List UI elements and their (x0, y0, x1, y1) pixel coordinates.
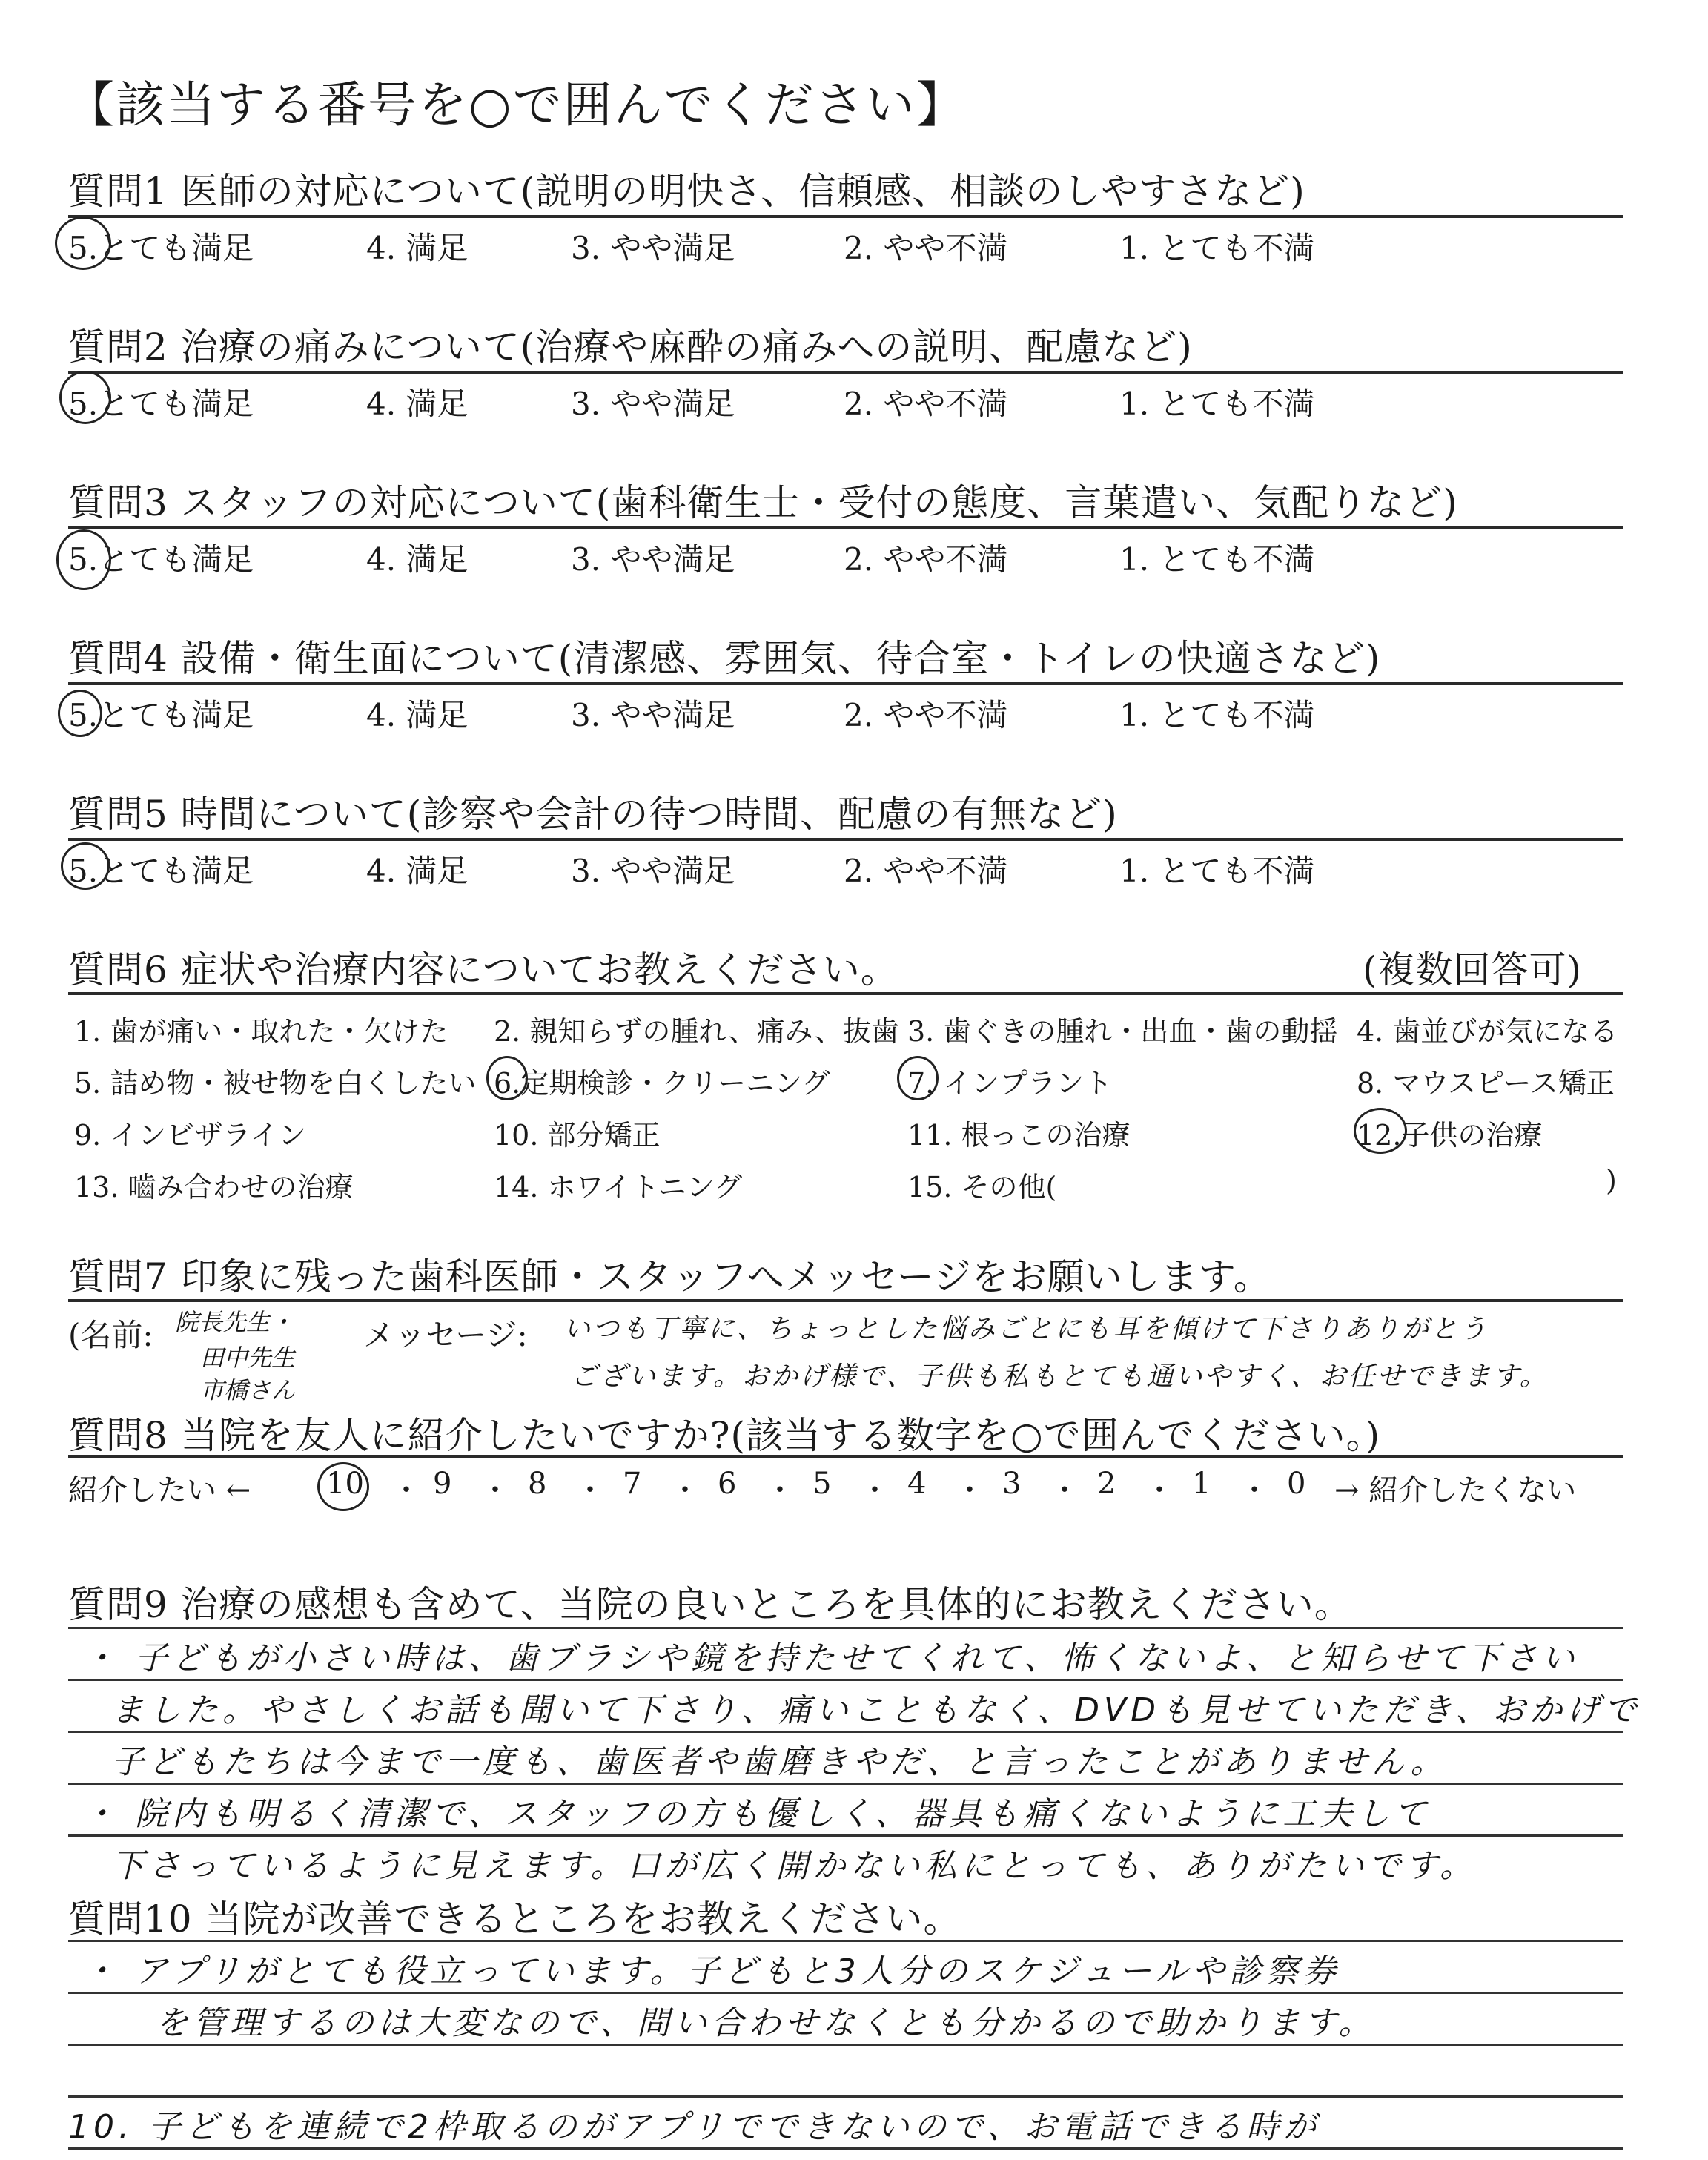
q8-scale-sep: ・ (765, 1473, 795, 1507)
q2-option-3[interactable]: 3. やや満足 (571, 386, 735, 422)
q1-option-2[interactable]: 2. やや不満 (844, 230, 1008, 266)
q2-rule (68, 371, 1623, 374)
q9-rule-2 (68, 1679, 1623, 1681)
q8-scale-sep: ・ (1239, 1473, 1269, 1507)
q2-option-4[interactable]: 4. 満足 (366, 386, 469, 422)
q3-option-1[interactable]: 1. とても不満 (1119, 541, 1315, 578)
q8-scale-5[interactable]: 5 (812, 1467, 832, 1501)
q7-name-3: 市橋さん (200, 1376, 296, 1404)
q10-line-3: 10. 子どもを連続で2枠取るのがアプリでできないので、お電話できる時が (68, 2108, 1321, 2146)
q8-scale-1[interactable]: 1 (1192, 1467, 1211, 1501)
q1-option-4[interactable]: 4. 満足 (366, 230, 469, 266)
q1-option-5[interactable]: 5.とても満足 (68, 230, 254, 266)
q8-title: 質問8 当院を友人に紹介したいですか?(該当する数字を○で囲んでください。) (68, 1414, 1381, 1457)
q6-note: (複数回答可) (1363, 948, 1583, 991)
q5-title: 質問5 時間について(診察や会計の待つ時間、配慮の有無など) (68, 793, 1118, 836)
q4-rule (68, 682, 1623, 685)
q4-title: 質問4 設備・衛生面について(清潔感、雰囲気、待合室・トイレの快適さなど) (68, 637, 1381, 680)
q6-selection-circle-7 (897, 1056, 939, 1100)
q6-item-9[interactable]: 9. インビザライン (74, 1119, 307, 1152)
q8-scale-10[interactable]: 10 (326, 1467, 364, 1501)
q7-name-label: (名前: (68, 1317, 153, 1353)
q6-selection-circle-12 (1354, 1108, 1407, 1154)
q8-scale-4[interactable]: 4 (907, 1467, 927, 1501)
q10-line-1: ・ アプリがとても役立っています。子どもと3人分のスケジュールや診察券 (83, 1952, 1341, 1990)
q9-line-5: 下さっているように見えます。口が広く開かない私にとっても、ありがたいです。 (111, 1847, 1477, 1885)
q2-selection-circle (59, 371, 111, 424)
q9-title: 質問9 治療の感想も含めて、当院の良いところを具体的にお教えください。 (68, 1583, 1352, 1626)
q9-line-3: 子どもたちは今まで一度も、歯医者や歯磨きやだ、と言ったことがありません。 (111, 1743, 1448, 1781)
q8-scale-3[interactable]: 3 (1002, 1467, 1022, 1501)
q6-item-2[interactable]: 2. 親知らずの腫れ、痛み、抜歯 (494, 1015, 899, 1048)
q8-scale-sep: ・ (860, 1473, 890, 1507)
q3-option-5[interactable]: 5.とても満足 (68, 541, 254, 578)
q10-rule-5 (68, 2147, 1623, 2150)
q6-item-8[interactable]: 8. マウスピース矯正 (1357, 1067, 1615, 1100)
q6-item-15[interactable]: 15. その他( (907, 1171, 1057, 1203)
q1-rule (68, 215, 1623, 218)
q6-item-1[interactable]: 1. 歯が痛い・取れた・欠けた (74, 1015, 448, 1048)
q5-option-4[interactable]: 4. 満足 (366, 853, 469, 889)
q8-left-label: 紹介したい ← (68, 1473, 251, 1507)
q6-item-3[interactable]: 3. 歯ぐきの腫れ・出血・歯の動揺 (907, 1015, 1338, 1048)
q4-selection-circle (58, 690, 102, 737)
q3-title: 質問3 スタッフの対応について(歯科衛生士・受付の態度、言葉遣い、気配りなど) (68, 481, 1458, 524)
q5-option-1[interactable]: 1. とても不満 (1119, 853, 1315, 889)
q6-item-13[interactable]: 13. 嚙み合わせの治療 (74, 1171, 354, 1203)
q2-option-2[interactable]: 2. やや不満 (844, 386, 1008, 422)
q8-scale-9[interactable]: 9 (433, 1467, 452, 1501)
q6-item-12[interactable]: 12.子供の治療 (1357, 1119, 1543, 1152)
q7-name-2: 田中先生 (200, 1344, 296, 1372)
q6-item-5[interactable]: 5. 詰め物・被せ物を白くしたい (74, 1067, 477, 1100)
q4-option-5[interactable]: 5.とても満足 (68, 697, 254, 733)
q6-item-10[interactable]: 10. 部分矯正 (494, 1119, 661, 1152)
q5-option-2[interactable]: 2. やや不満 (844, 853, 1008, 889)
page-title: 【該当する番号を○で囲んでください】 (65, 76, 967, 133)
q8-scale-sep: ・ (391, 1473, 421, 1507)
q10-rule-2 (68, 1992, 1623, 1994)
q6-item-7[interactable]: 7. インプラント (907, 1067, 1113, 1100)
q3-option-2[interactable]: 2. やや不満 (844, 541, 1008, 578)
q10-rule-4 (68, 2095, 1623, 2098)
q6-item-11[interactable]: 11. 根っこの治療 (907, 1119, 1131, 1152)
q7-rule (68, 1299, 1623, 1302)
q9-rule-4 (68, 1783, 1623, 1785)
q4-option-3[interactable]: 3. やや満足 (571, 697, 735, 733)
q9-line-4: ・ 院内も明るく清潔で、スタッフの方も優しく、器具も痛くないように工夫して (83, 1795, 1431, 1833)
q8-scale-sep: ・ (1050, 1473, 1079, 1507)
q9-rule-1 (68, 1627, 1623, 1629)
q8-rule (68, 1455, 1623, 1458)
q3-option-3[interactable]: 3. やや満足 (571, 541, 735, 578)
q8-scale-0[interactable]: 0 (1287, 1467, 1306, 1501)
q8-scale-sep: ・ (480, 1473, 510, 1507)
q8-selection-circle (317, 1462, 369, 1511)
q5-rule (68, 838, 1623, 841)
q9-rule-5 (68, 1834, 1623, 1837)
q1-option-1[interactable]: 1. とても不満 (1119, 230, 1315, 266)
q5-selection-circle (61, 842, 110, 890)
q8-scale-2[interactable]: 2 (1097, 1467, 1116, 1501)
q4-option-1[interactable]: 1. とても不満 (1119, 697, 1315, 733)
q8-scale-sep: ・ (955, 1473, 984, 1507)
q3-selection-circle (56, 529, 111, 590)
q9-line-1: ・ 子どもが小さい時は、歯ブラシや鏡を持たせてくれて、怖くないよ、と知らせて下さい (83, 1639, 1579, 1677)
q1-title: 質問1 医師の対応について(説明の明快さ、信頼感、相談のしやすさなど) (68, 170, 1305, 213)
q6-item-15-close: ) (1606, 1164, 1617, 1197)
q9-rule-3 (68, 1731, 1623, 1733)
q3-rule (68, 526, 1623, 529)
q10-title: 質問10 当院が改善できるところをお教えください。 (68, 1898, 961, 1941)
q2-option-5[interactable]: 5.とても満足 (68, 386, 254, 422)
q3-option-4[interactable]: 4. 満足 (366, 541, 469, 578)
q2-title: 質問2 治療の痛みについて(治療や麻酔の痛みへの説明、配慮など) (68, 326, 1193, 369)
q1-selection-circle (55, 217, 111, 270)
q10-rule-1 (68, 1940, 1623, 1942)
q4-option-2[interactable]: 2. やや不満 (844, 697, 1008, 733)
q8-scale-sep: ・ (575, 1473, 605, 1507)
q9-line-2: ました。やさしくお話も聞いて下さり、痛いこともなく、DVDも見せていただき、おかげで (111, 1691, 1641, 1729)
q6-item-14[interactable]: 14. ホワイトニング (494, 1171, 743, 1203)
q6-rule (68, 992, 1623, 995)
q8-scale-sep: ・ (670, 1473, 700, 1507)
q6-title: 質問6 症状や治療内容についてお教えください。 (68, 948, 898, 991)
q7-message-line-1: いつも丁寧に、ちょっとした悩みごとにも耳を傾けて下さりありがとう (563, 1314, 1489, 1344)
q5-option-5[interactable]: 5.とても満足 (68, 853, 254, 889)
q8-right-label: → 紹介したくない (1334, 1473, 1577, 1507)
q8-scale-8[interactable]: 8 (528, 1467, 547, 1501)
q6-item-6[interactable]: 6.定期検診・クリーニング (494, 1067, 830, 1100)
q7-title: 質問7 印象に残った歯科医師・スタッフへメッセージをお願いします。 (68, 1255, 1271, 1298)
q10-line-2: を管理するのは大変なので、問い合わせなくとも分かるので助かります。 (156, 2004, 1376, 2042)
q6-item-4[interactable]: 4. 歯並びが気になる (1357, 1015, 1618, 1048)
q10-rule-3 (68, 2044, 1623, 2046)
q6-selection-circle-6 (486, 1056, 528, 1100)
q7-message-line-2: ございます。おかげ様で、子供も私もとても通いやすく、お任せできます。 (571, 1361, 1549, 1392)
q8-scale-7[interactable]: 7 (623, 1467, 642, 1501)
q5-option-3[interactable]: 3. やや満足 (571, 853, 735, 889)
q4-option-4[interactable]: 4. 満足 (366, 697, 469, 733)
q1-option-3[interactable]: 3. やや満足 (571, 230, 735, 266)
q7-message-label: メッセージ: (363, 1317, 528, 1353)
q2-option-1[interactable]: 1. とても不満 (1119, 386, 1315, 422)
q7-name-1: 院長先生・ (175, 1308, 294, 1336)
q8-scale-6[interactable]: 6 (718, 1467, 737, 1501)
q8-scale-sep: ・ (1145, 1473, 1174, 1507)
